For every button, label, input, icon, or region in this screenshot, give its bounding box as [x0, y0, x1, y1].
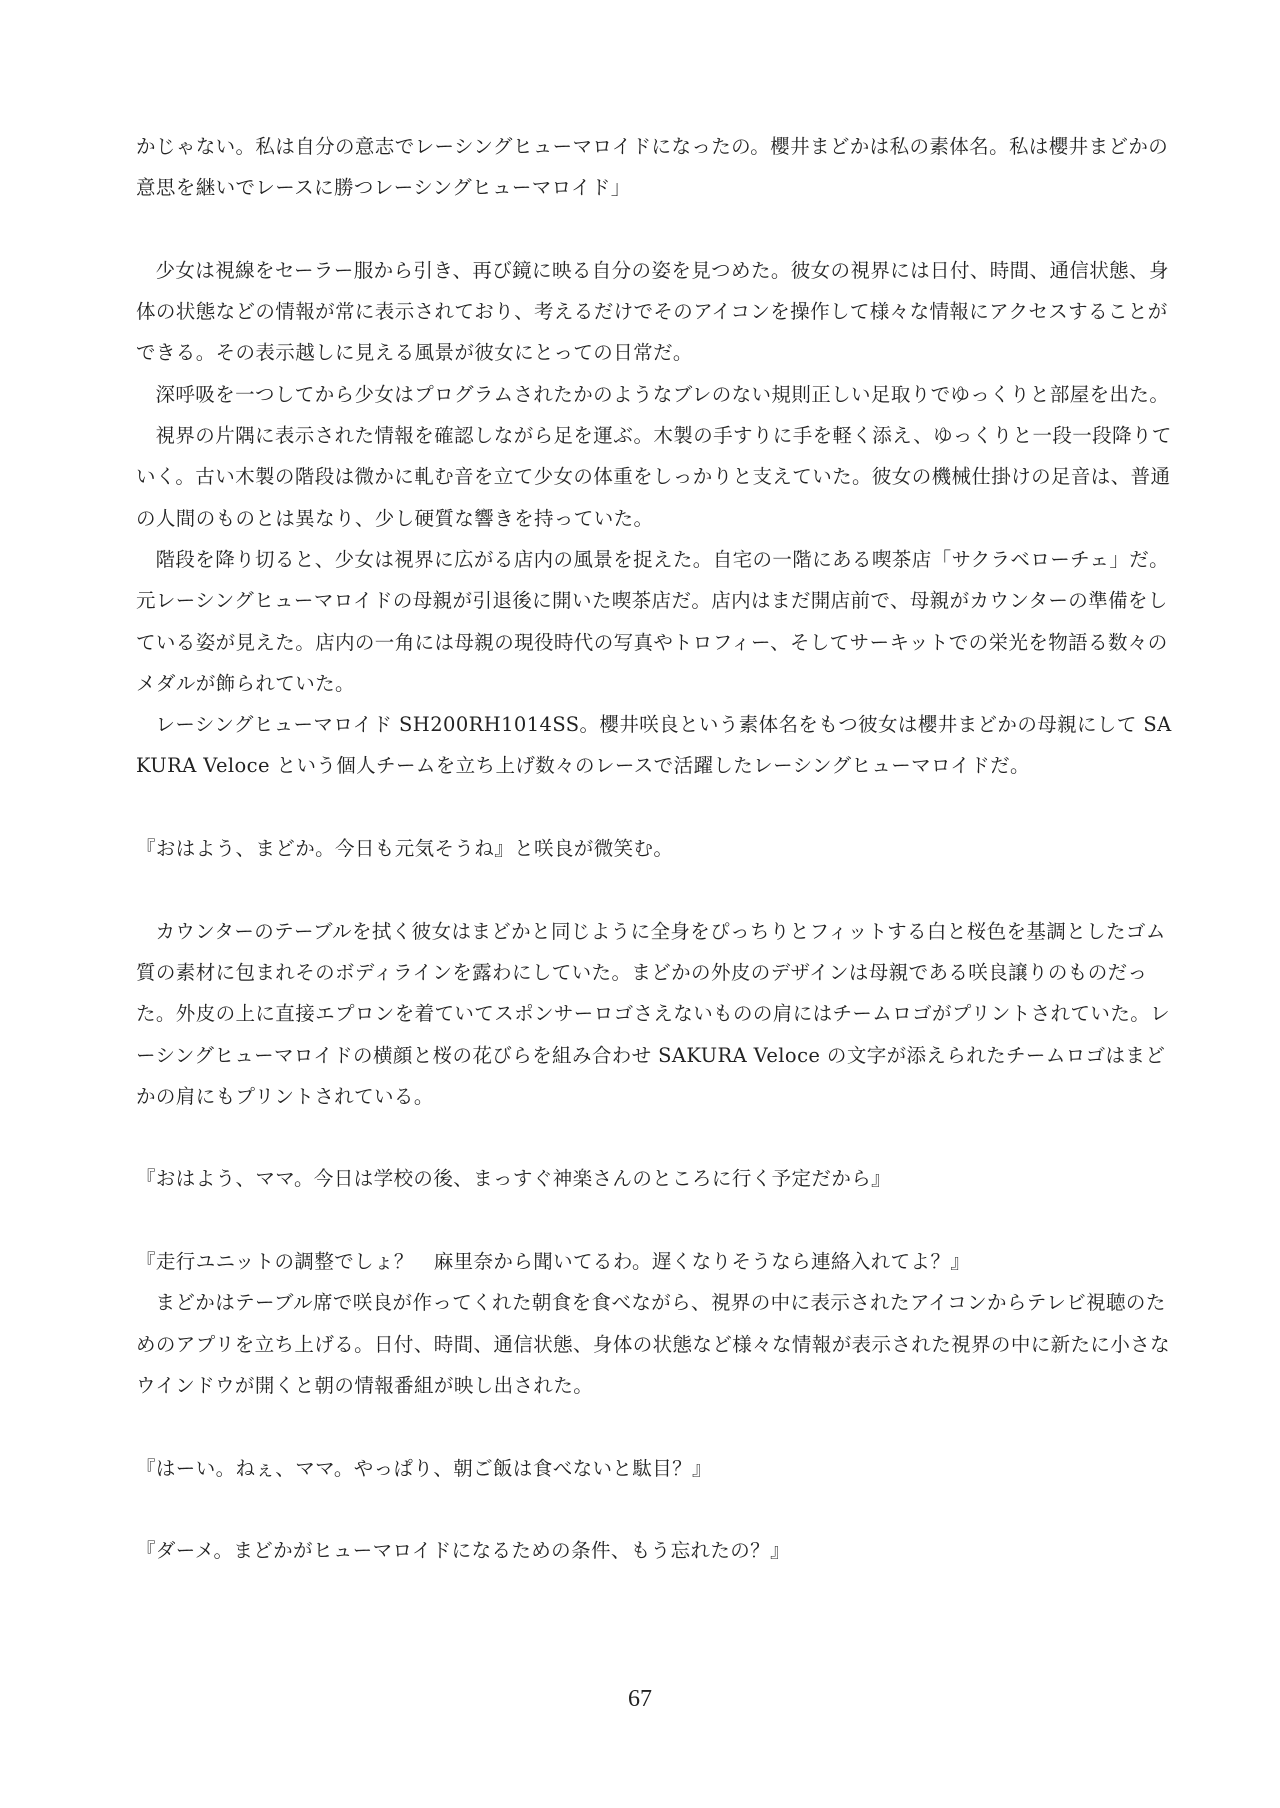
dialogue-line: 『はーい。ねぇ、ママ。やっぱり、朝ご飯は食べないと駄目？』	[136, 1456, 712, 1480]
paragraph-continued-dialogue: かじゃない。私は自分の意志でレーシングヒューマロイドになったの。櫻井まどかは私の素体名。私は櫻井まどかの意思を継いでレースに勝つレーシングヒューマロイド」	[136, 135, 1169, 200]
page-number: 67	[628, 1686, 652, 1712]
paragraph: まどかはテーブル席で咲良が作ってくれた朝食を食べながら、視界の中に表示されたアイコンからテレビ視聴のためのアプリを立ち上げる。日付、時間、通信状態、身体の状態など様々な情報が表示された視界の中に新たに小さなウインドウが開くと朝の情報番組が映し出された。	[136, 1291, 1171, 1397]
paragraph: カウンターのテーブルを拭く彼女はまどかと同じように全身をぴっちりとフィットする白と桜色を基調としたゴム質の素材に包まれそのボディラインを露わにしていた。まどかの外皮のデザインは母親である咲良譲りのものだった。外皮の上に直接エプロンを着ていてスポンサーロゴさえないものの肩にはチームロゴがプリントされていた。レーシングヒューマロイドの横顔と桜の花びらを組み合わせ SAKURA Veloce の文字が添えられたチームロゴはまどかの肩にもプリントされている。	[136, 919, 1171, 1108]
body-text	[136, 126, 1184, 1571]
blank-line	[136, 1406, 1184, 1447]
blank-line	[136, 1117, 1184, 1158]
paragraph: 少女は視線をセーラー服から引き、再び鏡に映る自分の姿を見つめた。彼女の視界には日付、時間、通信状態、身体の状態などの情報が常に表示されており、考えるだけでそのアイコンを操作して様々な情報にアクセスすることができる。その表示越しに見える風景が彼女にとっての日常だ。	[136, 258, 1169, 365]
paragraph: 深呼吸を一つしてから少女はプログラムされたかのようなブレのない規則正しい足取りでゆっくりと部屋を出た。	[155, 382, 1170, 406]
paragraph: 視界の片隅に表示された情報を確認しながら足を運ぶ。木製の手すりに手を軽く添え、ゆっくりと一段一段降りていく。古い木製の階段は微かに軋む音を立て少女の体重をしっかりと支えていた。彼女の機械仕掛けの足音は、普通の人間のものとは異なり、少し硬質な響きを持っていた。	[136, 424, 1172, 530]
dialogue-line: 『おはよう、ママ。今日は学校の後、まっすぐ神楽さんのところに行く予定だから』	[136, 1167, 892, 1191]
dialogue-line: 『ダーメ。まどかがヒューマロイドになるための条件、もう忘れたの？』	[136, 1539, 790, 1563]
blank-line	[136, 1200, 1184, 1241]
paragraph: レーシングヒューマロイド SH200RH1014SS。櫻井咲良という素体名をもつ彼女は櫻井まどかの母親にして SAKURA Veloce という個人チームを立ち上げ数々のレースで活躍したレーシングヒューマロイドだ。	[136, 713, 1172, 778]
dialogue-line: 『おはよう、まどか。今日も元気そうね』と咲良が微笑む。	[136, 837, 674, 861]
blank-line	[136, 869, 1184, 910]
dialogue-line: 『走行ユニットの調整でしょ？ 麻里奈から聞いてるわ。遅くなりそうなら連絡入れてよ？』	[136, 1250, 971, 1274]
paragraph: 階段を降り切ると、少女は視界に広がる店内の風景を捉えた。自宅の一階にある喫茶店「サクラベローチェ」だ。元レーシングヒューマロイドの母親が引退後に開いた喫茶店だ。店内はまだ開店前で、母親がカウンターの準備をしている姿が見えた。店内の一角には母親の現役時代の写真やトロフィー、そしてサーキットでの栄光を物語る数々のメダルが飾られていた。	[136, 547, 1170, 695]
blank-line	[136, 787, 1184, 828]
blank-line	[136, 1489, 1184, 1530]
blank-line	[136, 209, 1184, 250]
